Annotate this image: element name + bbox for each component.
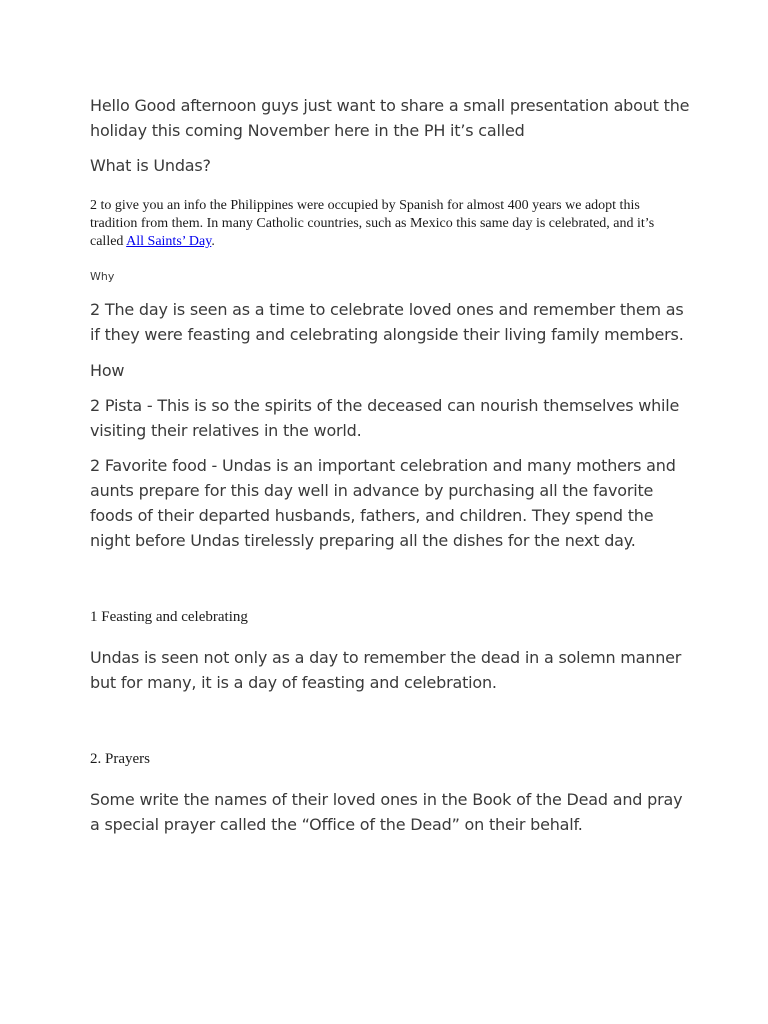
what-is-undas-heading: What is Undas?: [90, 156, 211, 175]
what-body-period: .: [211, 234, 215, 249]
how-label: How: [90, 361, 125, 380]
section2-heading: 2. Prayers: [90, 751, 150, 767]
what-is-undas-body: [90, 197, 682, 251]
how-pista-paragraph: 2 Pista - This is so the spirits of the deceased can nourish themselves while visiting their relatives in the world.: [90, 396, 680, 440]
intro-paragraph: Hello Good afternoon guys just want to share a small presentation about the holiday this coming November here in the PH it’s called: [90, 96, 690, 140]
what-body-text: 2 to give you an info the Philippines were occupied by Spanish for almost 400 years we adopt this tradition from them. In many Catholic countries, such as Mexico this same day is celebrated, and it’s called: [90, 198, 655, 249]
why-label: Why: [90, 270, 115, 283]
section1-paragraph: Undas is seen not only as a day to remember the dead in a solemn manner but for many, it is a day of feasting and celebration.: [90, 648, 682, 692]
how-food-paragraph: 2 Favorite food - Undas is an important celebration and many mothers and aunts prepare for this day well in advance by purchasing all the favorite foods of their departed husbands, fathers, and children. They spend the night before Undas tirelessly preparing all the dishes for the next day.: [90, 456, 676, 550]
why-paragraph: 2 The day is seen as a time to celebrate loved ones and remember them as if they were feasting and celebrating alongside their living family members.: [90, 300, 684, 344]
section1-heading: 1 Feasting and celebrating: [90, 609, 248, 625]
all-saints-day-link[interactable]: All Saints’ Day: [126, 234, 212, 249]
section2-paragraph: Some write the names of their loved ones in the Book of the Dead and pray a special prayer called the “Office of the Dead” on their behalf.: [90, 790, 683, 834]
